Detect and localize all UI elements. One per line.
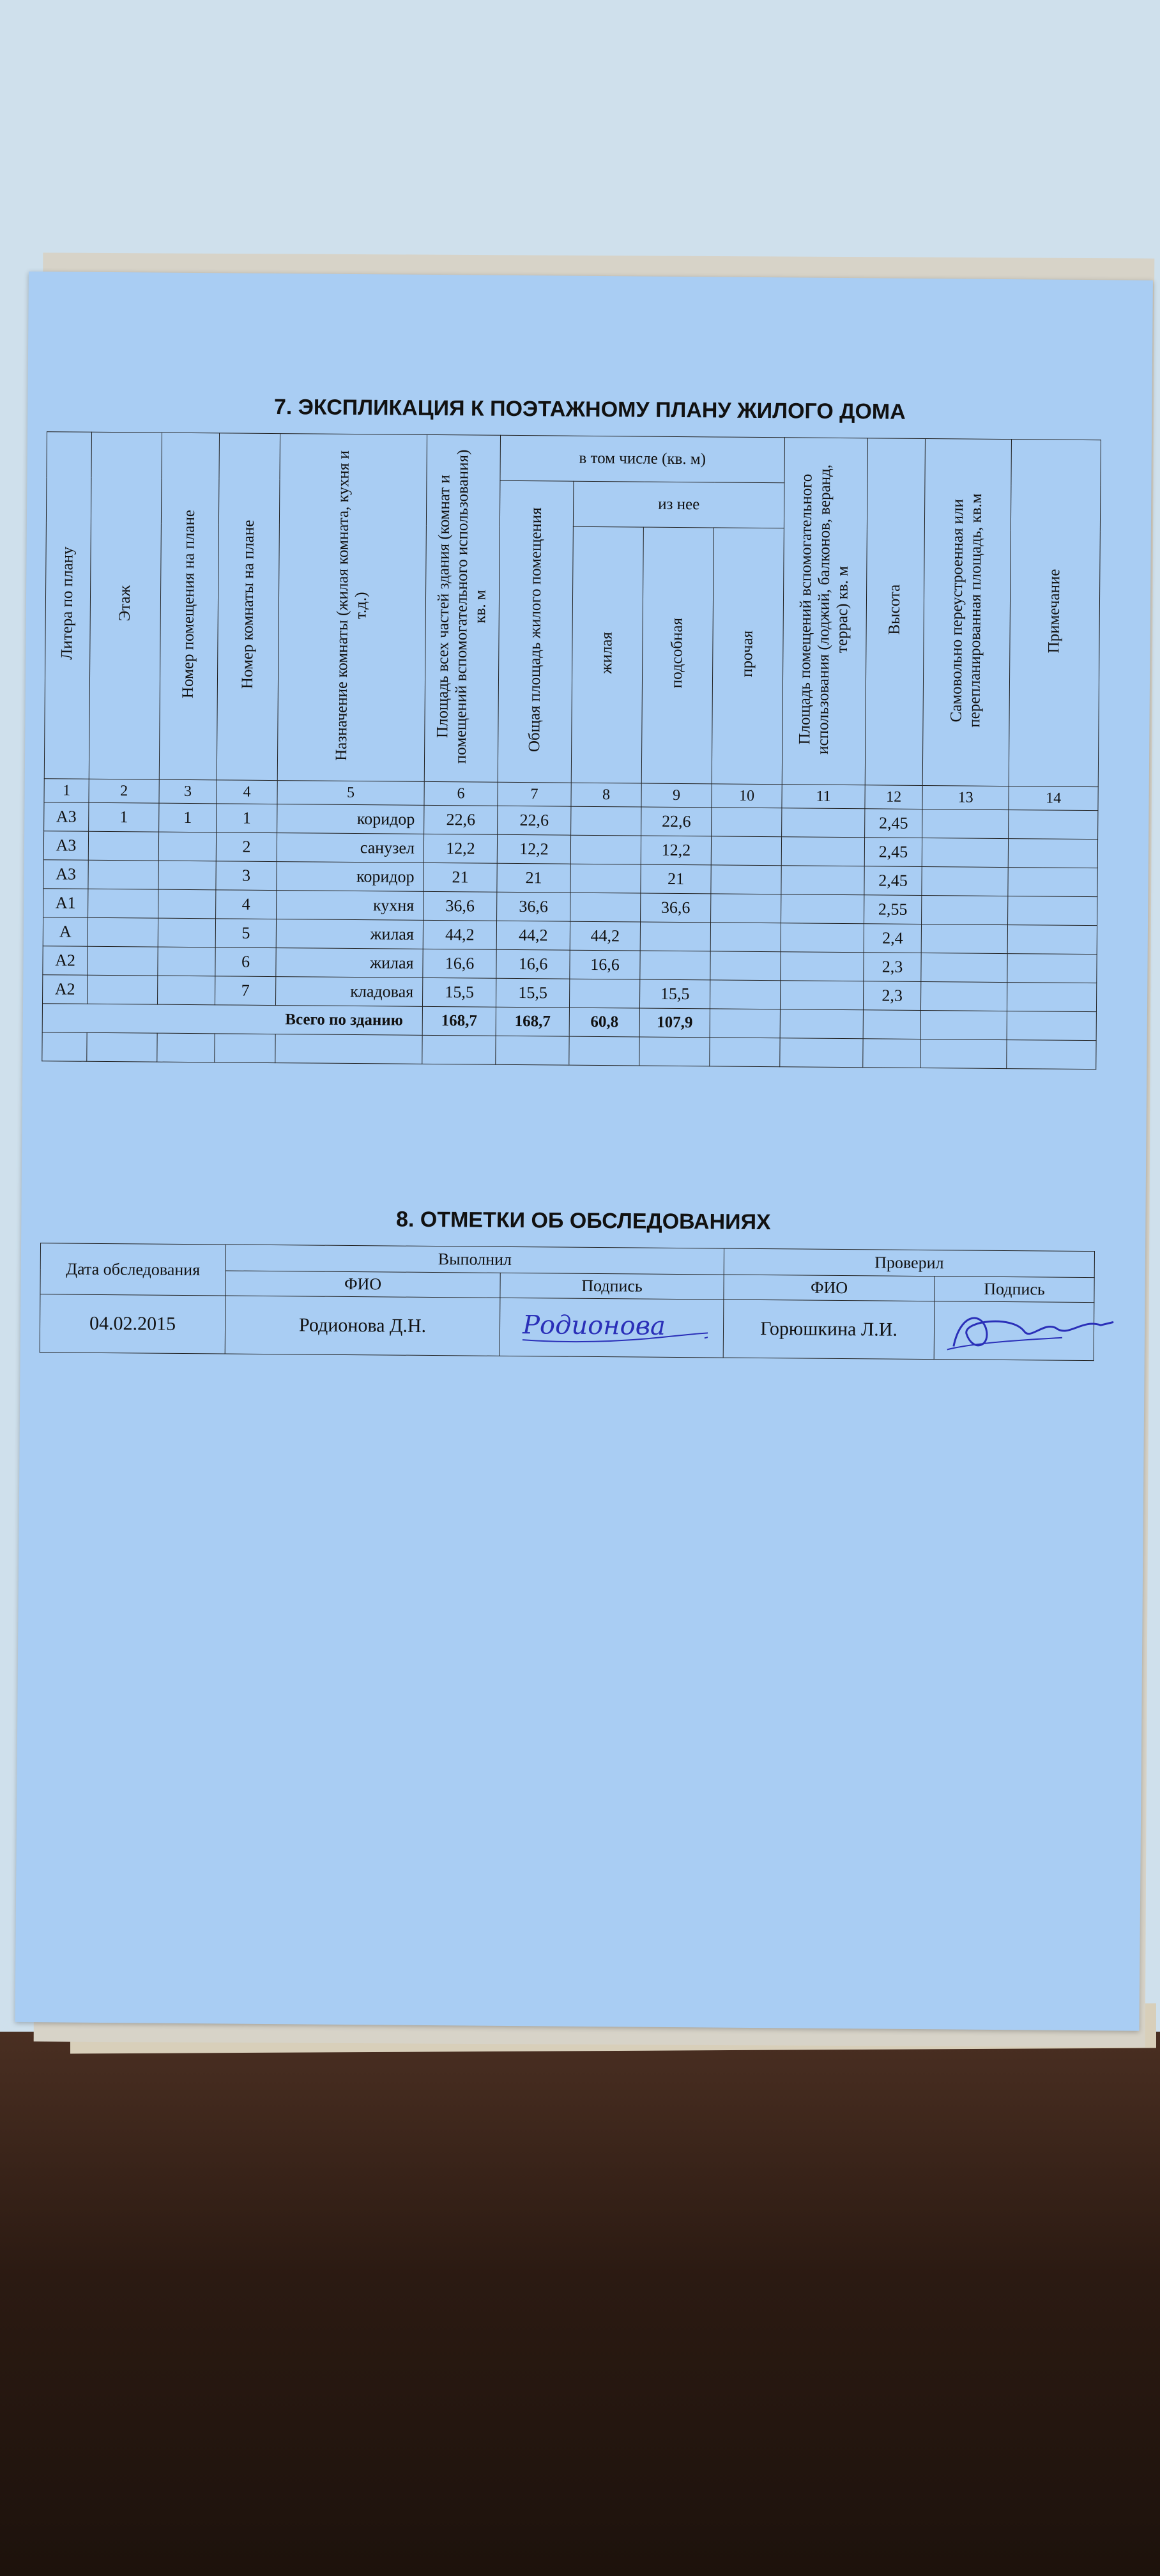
column-number: 5 [277,781,424,806]
survey-table [40,1243,1095,1361]
cell-etazh: 1 [89,802,159,832]
header-prochaya: прочая [712,528,784,785]
cell-note [1008,896,1097,926]
header-checked: Проверил [724,1248,1094,1278]
column-number: 12 [865,785,922,809]
cell-name: коридор [277,862,424,892]
cell-living: 16,6 [570,950,640,979]
column-number: 10 [712,784,782,808]
cell-note [1009,810,1098,839]
cell-name: санузел [277,833,424,863]
checker-name: Горюшкина Л.И. [723,1300,935,1360]
cell-etazh [88,831,158,861]
section7-title: 7. ЭКСПЛИКАЦИЯ К ПОЭТАЖНОМУ ПЛАНУ ЖИЛОГО ДОМА [273,395,906,424]
cell-height: 2,4 [864,924,921,953]
total-height [863,1010,920,1039]
header-signature-checker: Подпись [935,1276,1094,1303]
cell-name: жилая [276,948,423,978]
cell-height: 2,45 [864,866,922,896]
total-vsp [780,1009,863,1039]
cell-pom [158,947,215,976]
cell-area: 12,2 [424,834,497,863]
column-number: 8 [571,783,641,807]
cell-kom: 5 [215,919,276,948]
cell-kom: 7 [215,976,275,1006]
cell-other [710,951,781,981]
cell-name: жилая [276,919,423,949]
cell-note [1008,839,1097,868]
cell-litera: А1 [43,889,88,918]
header-signature-performer: Подпись [500,1273,724,1300]
section8-title: 8. ОТМЕТКИ ОБ ОБСЛЕДОВАНИЯХ [395,1207,771,1235]
cell-pom: 1 [159,803,217,832]
total-samov [920,1011,1007,1040]
cell-etazh [88,889,158,918]
floor-background [0,2032,1160,2576]
explication-table [42,431,1101,1070]
cell-vsp [781,923,864,953]
cell-other [710,980,780,1009]
cell-litera: А3 [43,831,88,861]
cell-aux: 15,5 [639,979,710,1009]
column-number: 13 [922,786,1009,810]
cell-samov [922,896,1008,925]
cell-total: 15,5 [496,978,569,1008]
total-note [1007,1011,1096,1041]
header-v-tom-chisle: в том числе (кв. м) [500,435,785,482]
column-number: 6 [424,781,498,806]
cell-other [711,865,781,894]
cell-pom [157,976,215,1005]
cell-height: 2,3 [864,953,921,982]
cell-living: 44,2 [570,921,640,951]
cell-total: 21 [497,863,570,893]
cell-pom [158,832,216,861]
total-other [710,1009,780,1038]
cell-samov [921,924,1007,954]
cell-other [712,808,782,837]
cell-kom: 6 [215,947,276,977]
performer-signature [500,1298,724,1358]
column-number: 2 [89,779,159,803]
header-zhilaya: жилая [571,526,643,783]
cell-name: кладовая [275,977,422,1007]
cell-aux: 36,6 [641,893,711,923]
checker-signature [934,1301,1094,1361]
cell-living [570,835,641,864]
cell-etazh [88,946,158,976]
document-page [15,272,1152,2031]
cell-name: кухня [277,891,424,921]
header-naznachenie: Назначение комнаты (жилая комната, кухня и т.д.) [277,434,427,782]
cell-aux: 12,2 [641,836,711,865]
header-pomeshchenie: Номер помещения на плане [159,433,219,780]
svg-text:Родионова: Родионова [522,1310,666,1341]
cell-note [1008,868,1097,897]
cell-aux: 22,6 [641,807,712,836]
column-number: 4 [217,780,277,804]
cell-living [569,979,639,1008]
column-number: 11 [782,785,865,809]
total-label: Всего по зданию [42,1004,422,1036]
header-podsobnaya: подсобная [641,527,714,784]
cell-name: коридор [277,804,424,834]
header-fio-performer: ФИО [225,1271,500,1298]
cell-height: 2,45 [865,809,922,838]
cell-pom [158,918,215,947]
cell-total: 44,2 [496,921,570,950]
header-obshchaya: Общая площадь жилого помещения [498,480,574,783]
cell-vsp [781,894,864,924]
header-ploshchad: Площадь всех частей здания (комнат и помещений вспомогательного использования) кв. м [424,434,500,782]
cell-height: 2,55 [864,895,922,924]
cell-area: 15,5 [422,977,496,1007]
cell-samov [922,838,1008,868]
cell-samov [921,953,1007,983]
header-fio-checker: ФИО [724,1275,935,1301]
cell-total: 16,6 [496,949,570,979]
cell-note [1007,954,1097,983]
cell-other [710,923,781,952]
header-vspomog: Площадь помещений вспомогательного использования (лоджий, балконов, веранд, террас) кв. м [782,438,867,785]
cell-kom: 4 [216,890,277,919]
cell-kom: 1 [217,804,277,833]
cell-total: 36,6 [497,892,570,921]
cell-height: 2,3 [864,981,921,1011]
header-samovolno: Самовольно переустроенная или перепланированная площадь, кв.м [922,439,1011,786]
header-primechanie: Примечание [1009,440,1101,787]
cell-pom [158,889,216,919]
cell-samov [921,982,1007,1011]
checker-signature-image [935,1308,1127,1354]
column-number: 1 [44,779,89,803]
column-number: 3 [159,779,217,804]
cell-aux: 21 [641,864,711,894]
cell-living [571,806,641,836]
cell-samov [922,809,1009,839]
cell-vsp [782,808,865,838]
survey-date: 04.02.2015 [40,1294,225,1354]
cell-vsp [781,981,864,1010]
performer-name: Родионова Д.Н. [225,1296,500,1356]
header-komnata: Номер комнаты на плане [217,433,280,781]
total-area: 168,7 [422,1006,496,1036]
cell-etazh [88,860,158,889]
cell-area: 16,6 [423,949,496,978]
header-etazh: Этаж [89,432,162,779]
cell-total: 22,6 [498,806,571,835]
header-performed: Выполнил [225,1245,724,1275]
cell-etazh [88,975,158,1004]
total-total: 168,7 [496,1007,569,1036]
cell-total: 12,2 [497,834,570,864]
cell-living [570,893,641,922]
cell-note [1007,983,1097,1012]
column-number: 9 [641,783,712,808]
cell-kom: 3 [216,861,277,891]
cell-other [711,836,781,866]
column-number: 14 [1009,786,1098,811]
cell-litera: А3 [44,802,89,832]
cell-litera: А2 [43,975,88,1004]
explication-body [43,802,1098,1012]
cell-etazh [88,917,158,947]
cell-aux [640,951,710,980]
cell-note [1007,925,1097,954]
cell-litera: А2 [43,946,88,976]
performer-signature-image [515,1305,708,1351]
cell-vsp [781,837,864,866]
header-vysota: Высота [865,438,925,786]
cell-litera: А3 [43,860,88,889]
cell-living [570,864,641,893]
cell-vsp [781,952,864,981]
cell-pom [158,861,216,890]
cell-other [711,894,781,923]
cell-litera: А [43,917,88,947]
header-iz-nee: из нее [573,481,784,528]
cell-kom: 2 [216,832,277,862]
cell-area: 44,2 [423,920,496,949]
cell-area: 22,6 [424,805,498,834]
header-litera: Литера по плану [44,432,91,779]
total-living: 60,8 [569,1008,639,1037]
cell-area: 21 [424,862,497,892]
header-date: Дата обследования [40,1243,226,1296]
cell-height: 2,45 [864,838,922,867]
column-number: 7 [498,782,571,806]
cell-aux [640,922,710,951]
cell-samov [922,867,1008,896]
cell-area: 36,6 [424,891,497,921]
total-aux: 107,9 [639,1008,710,1038]
cell-vsp [781,866,864,895]
